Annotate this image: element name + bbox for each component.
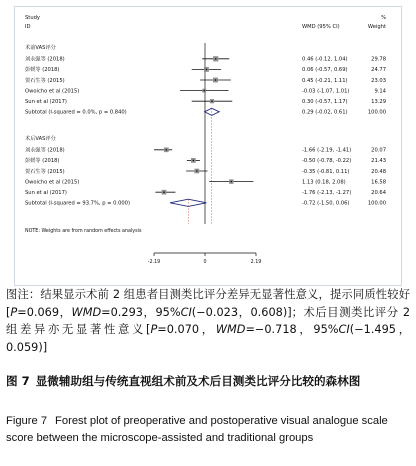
point-estimate bbox=[166, 149, 168, 151]
caption-cn-text: 显微辅助组与传统直视组术前及术后目测类比评分比较的森林图 bbox=[35, 374, 361, 388]
study-label: 贺石生等 (2015) bbox=[25, 77, 65, 84]
subtotal-label: Subtotal (I-squared = 93.7%, p = 0.000) bbox=[25, 200, 131, 207]
point-estimate bbox=[215, 58, 217, 60]
point-estimate bbox=[231, 181, 233, 183]
header-weight-percent: % bbox=[381, 15, 386, 21]
note-text-4: (−0.023，0.608)]；术后目测类比评分 2 组差异亦无显著性意义[ bbox=[6, 305, 411, 336]
footnote: NOTE: Weights are from random effects analysis bbox=[25, 229, 142, 234]
study-weight: 23.03 bbox=[371, 77, 386, 84]
note-text-2: =0.069， bbox=[17, 305, 72, 319]
note-ci-label-2: CI bbox=[338, 323, 350, 336]
note-text-7: (−1.495，0.059)] bbox=[6, 323, 411, 354]
study-weight: 21.43 bbox=[371, 158, 386, 165]
study-weight: 20.64 bbox=[371, 190, 386, 196]
study-weight: 9.14 bbox=[374, 88, 386, 95]
figure-caption-english bbox=[6, 413, 410, 447]
study-label: Owoicho et al (2015) bbox=[25, 179, 80, 186]
group-title-1: 术前VAS评分 bbox=[25, 45, 56, 51]
subtotal-weight: 100.00 bbox=[367, 109, 386, 116]
header-id: ID bbox=[25, 24, 31, 30]
study-label: Sun et al (2017) bbox=[25, 99, 67, 105]
study-weight: 24.77 bbox=[371, 67, 386, 74]
group-title-2: 术后VAS评分 bbox=[25, 136, 56, 142]
forest-plot-svg bbox=[15, 7, 401, 285]
subtotal-ci: 0.29 (-0.02, 0.61) bbox=[302, 109, 348, 116]
note-text-3: =0.293，95% bbox=[101, 305, 181, 319]
study-ci: 0.45 (-0.21, 1.11) bbox=[302, 77, 348, 84]
note-text-6: =−0.718，95% bbox=[245, 323, 339, 336]
study-label: Sun et al (2017) bbox=[25, 190, 67, 196]
x-tick-label: -2.19 bbox=[147, 260, 161, 265]
caption-en-text: Forest plot of preoperative and postoperative visual analogue scale score between the microscope-assisted and traditional groups bbox=[6, 415, 388, 444]
header-effect: WMD (95% CI) bbox=[302, 24, 340, 30]
study-ci: -1.66 (-2.19, -1.41) bbox=[302, 147, 352, 154]
figure-note bbox=[6, 286, 410, 356]
caption-en-label: Figure 7 bbox=[6, 415, 48, 427]
point-estimate bbox=[196, 170, 198, 172]
x-tick-label: 0 bbox=[203, 260, 207, 265]
subtotal-weight: 100.00 bbox=[367, 200, 386, 207]
note-p-label-2: P bbox=[150, 323, 158, 336]
study-weight: 29.78 bbox=[371, 56, 386, 63]
subtotal-label: Subtotal (I-squared = 0.0%, p = 0.840) bbox=[25, 109, 127, 116]
study-weight: 20.07 bbox=[371, 147, 386, 154]
note-wmd-label-2: WMD bbox=[215, 323, 246, 336]
study-label: 贺石生等 (2015) bbox=[25, 168, 65, 175]
point-estimate bbox=[163, 191, 165, 193]
study-weight: 16.58 bbox=[371, 179, 386, 186]
point-estimate bbox=[215, 79, 217, 81]
study-ci: 0.46 (-0.12, 1.04) bbox=[302, 56, 348, 63]
header-weight: Weight bbox=[367, 24, 386, 30]
study-label: Owoicho et al (2015) bbox=[25, 88, 80, 95]
study-weight: 13.29 bbox=[371, 99, 386, 105]
study-ci: 0.06 (-0.57, 0.69) bbox=[302, 67, 348, 74]
study-label: 彭媛等 (2018) bbox=[25, 67, 60, 74]
point-estimate bbox=[193, 160, 195, 162]
point-estimate bbox=[206, 69, 208, 71]
study-ci: 1.13 (0.18, 2.08) bbox=[302, 179, 346, 186]
note-wmd-label: WMD bbox=[71, 305, 102, 319]
study-ci: 0.30 (-0.57, 1.17) bbox=[302, 99, 348, 105]
note-ci-label: CI bbox=[180, 305, 192, 319]
figure-caption-chinese bbox=[6, 372, 410, 390]
note-p-label: P bbox=[10, 305, 18, 319]
caption-cn-label: 图 7 bbox=[6, 374, 30, 388]
x-tick-label: 2.19 bbox=[250, 260, 262, 265]
study-ci: -0.35 (-0.81, 0.11) bbox=[302, 168, 350, 175]
subtotal-ci: -0.72 (-1.50, 0.06) bbox=[302, 200, 350, 207]
study-label: 彭媛等 (2018) bbox=[25, 158, 60, 165]
point-estimate bbox=[204, 90, 206, 92]
study-label: 刘永强等 (2018) bbox=[25, 147, 65, 154]
study-ci: -0.03 (-1.07, 1.01) bbox=[302, 88, 350, 95]
note-text-5: =0.070， bbox=[157, 323, 216, 336]
study-ci: -1.76 (-2.13, -1.27) bbox=[302, 190, 352, 196]
point-estimate bbox=[211, 100, 213, 102]
header-study: Study bbox=[25, 15, 40, 21]
study-weight: 20.48 bbox=[371, 168, 386, 175]
forest-plot bbox=[14, 6, 402, 286]
study-ci: -0.50 (-0.78, -0.22) bbox=[302, 158, 352, 165]
study-label: 刘永强等 (2018) bbox=[25, 56, 65, 63]
note-text-1: 图注：结果显示术前 2 组患者目测类比评分差异无显著性意义，提示同质性较好[ bbox=[6, 288, 410, 319]
